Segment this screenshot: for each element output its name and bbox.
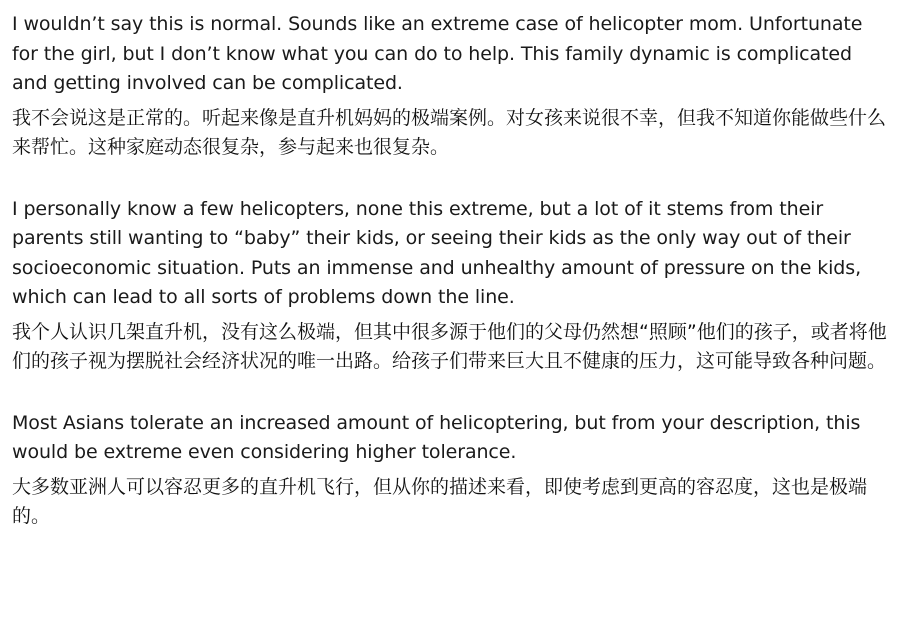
paragraph-1-chinese: 我不会说这是正常的。听起来像是直升机妈妈的极端案例。对女孩来说很不幸，但我不知道你能做些什么来帮忙。这种家庭动态很复杂，参与起来也很复杂。 xyxy=(12,106,887,158)
paragraph-2-english: I personally know a few helicopters, none this extreme, but a lot of it stems from their parents still wanting to “baby” their kids, or seeing their kids as the only way out of their socioeconomic situation. Puts an immense and unhealthy amount of pressure on the kids, which can lead to all sorts of problems down the line. xyxy=(12,197,862,308)
paragraph-2 xyxy=(12,195,888,376)
comment-body xyxy=(12,10,888,531)
paragraph-1-english: I wouldn’t say this is normal. Sounds like an extreme case of helicopter mom. Unfortunate for the girl, but I don’t know what you can do to help. This family dynamic is complicated and getting involved can be complicated. xyxy=(12,13,863,94)
paragraph-3-english: Most Asians tolerate an increased amount of helicoptering, but from your description, this would be extreme even considering higher tolerance. xyxy=(12,411,861,463)
paragraph-3-chinese: 大多数亚洲人可以容忍更多的直升机飞行，但从你的描述来看，即使考虑到更高的容忍度，这也是极端的。 xyxy=(12,475,868,527)
paragraph-3 xyxy=(12,409,888,531)
paragraph-2-chinese: 我个人认识几架直升机，没有这么极端，但其中很多源于他们的父母仍然想“照顾”他们的孩子，或者将他们的孩子视为摆脱社会经济状况的唯一出路。给孩子们带来巨大且不健康的压力，这可能导致各种问题。 xyxy=(12,320,887,372)
paragraph-1 xyxy=(12,10,888,162)
